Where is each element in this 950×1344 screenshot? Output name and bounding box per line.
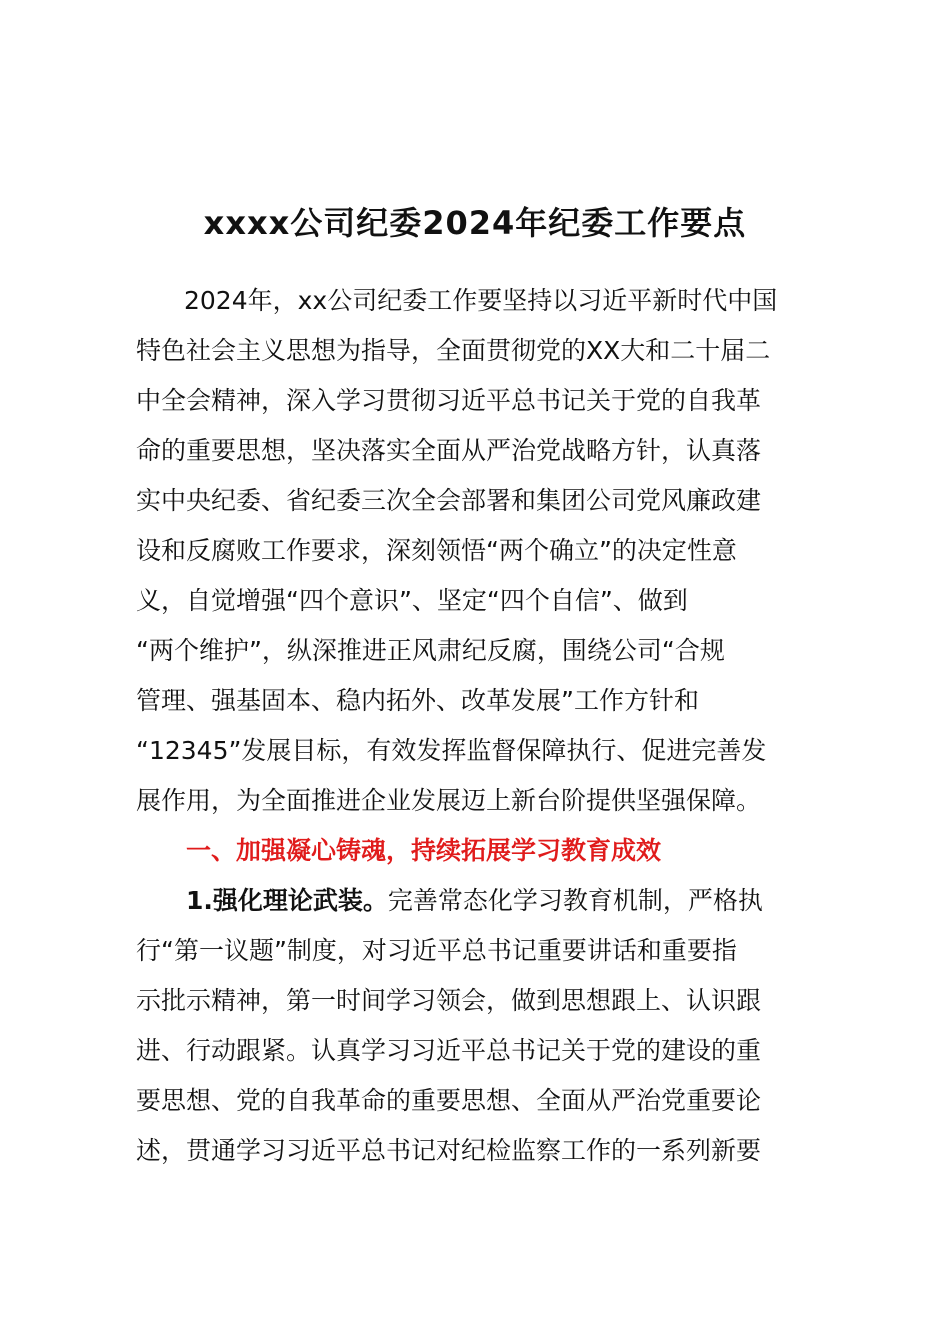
paragraph-line: 设和反腐败工作要求，深刻领悟“两个确立”的决定性意: [136, 536, 737, 565]
item-first-line: [186, 876, 950, 926]
item-line: 行“第一议题”制度，对习近平总书记重要讲话和重要指: [136, 936, 737, 965]
paragraph-line: 特色社会主义思想为指导，全面贯彻党的XX大和二十届二: [136, 336, 771, 365]
item-line: 要思想、党的自我革命的重要思想、全面从严治党重要论: [136, 1086, 762, 1115]
section-heading: 一、加强凝心铸魂，持续拓展学习教育成效: [186, 836, 662, 865]
paragraph-line: 实中央纪委、省纪委三次全会部署和集团公司党风廉政建: [136, 486, 762, 515]
paragraph-line: 展作用，为全面推进企业发展迈上新台阶提供坚强保障。: [136, 786, 762, 815]
document-body: [0, 276, 950, 1176]
item-line: 述，贯通学习习近平总书记对纪检监察工作的一系列新要: [136, 1136, 762, 1165]
document-title: xxxx公司纪委2024年纪委工作要点: [203, 204, 747, 242]
item-line: 进、行动跟紧。认真学习习近平总书记关于党的建设的重: [136, 1036, 762, 1065]
item-label: 1.强化理论武装。: [186, 886, 388, 915]
item-text: 完善常态化学习教育机制，严格执: [387, 886, 763, 915]
paragraph-line: 命的重要思想，坚决落实全面从严治党战略方针，认真落: [136, 436, 762, 465]
paragraph-line: 义，自觉增强“四个意识”、坚定“四个自信”、做到: [136, 586, 688, 615]
item-line: 示批示精神，第一时间学习领会，做到思想跟上、认识跟: [136, 986, 762, 1015]
paragraph-line: “两个维护”，纵深推进正风肃纪反腐，围绕公司“合规: [136, 636, 725, 665]
paragraph-line: 中全会精神，深入学习贯彻习近平总书记关于党的自我革: [136, 386, 762, 415]
paragraph-line: 2024年，xx公司纪委工作要坚持以习近平新时代中国: [184, 286, 778, 315]
paragraph-line: “12345”发展目标，有效发挥监督保障执行、促进完善发: [136, 736, 767, 765]
paragraph-line: 管理、强基固本、稳内拓外、改革发展”工作方针和: [136, 686, 699, 715]
